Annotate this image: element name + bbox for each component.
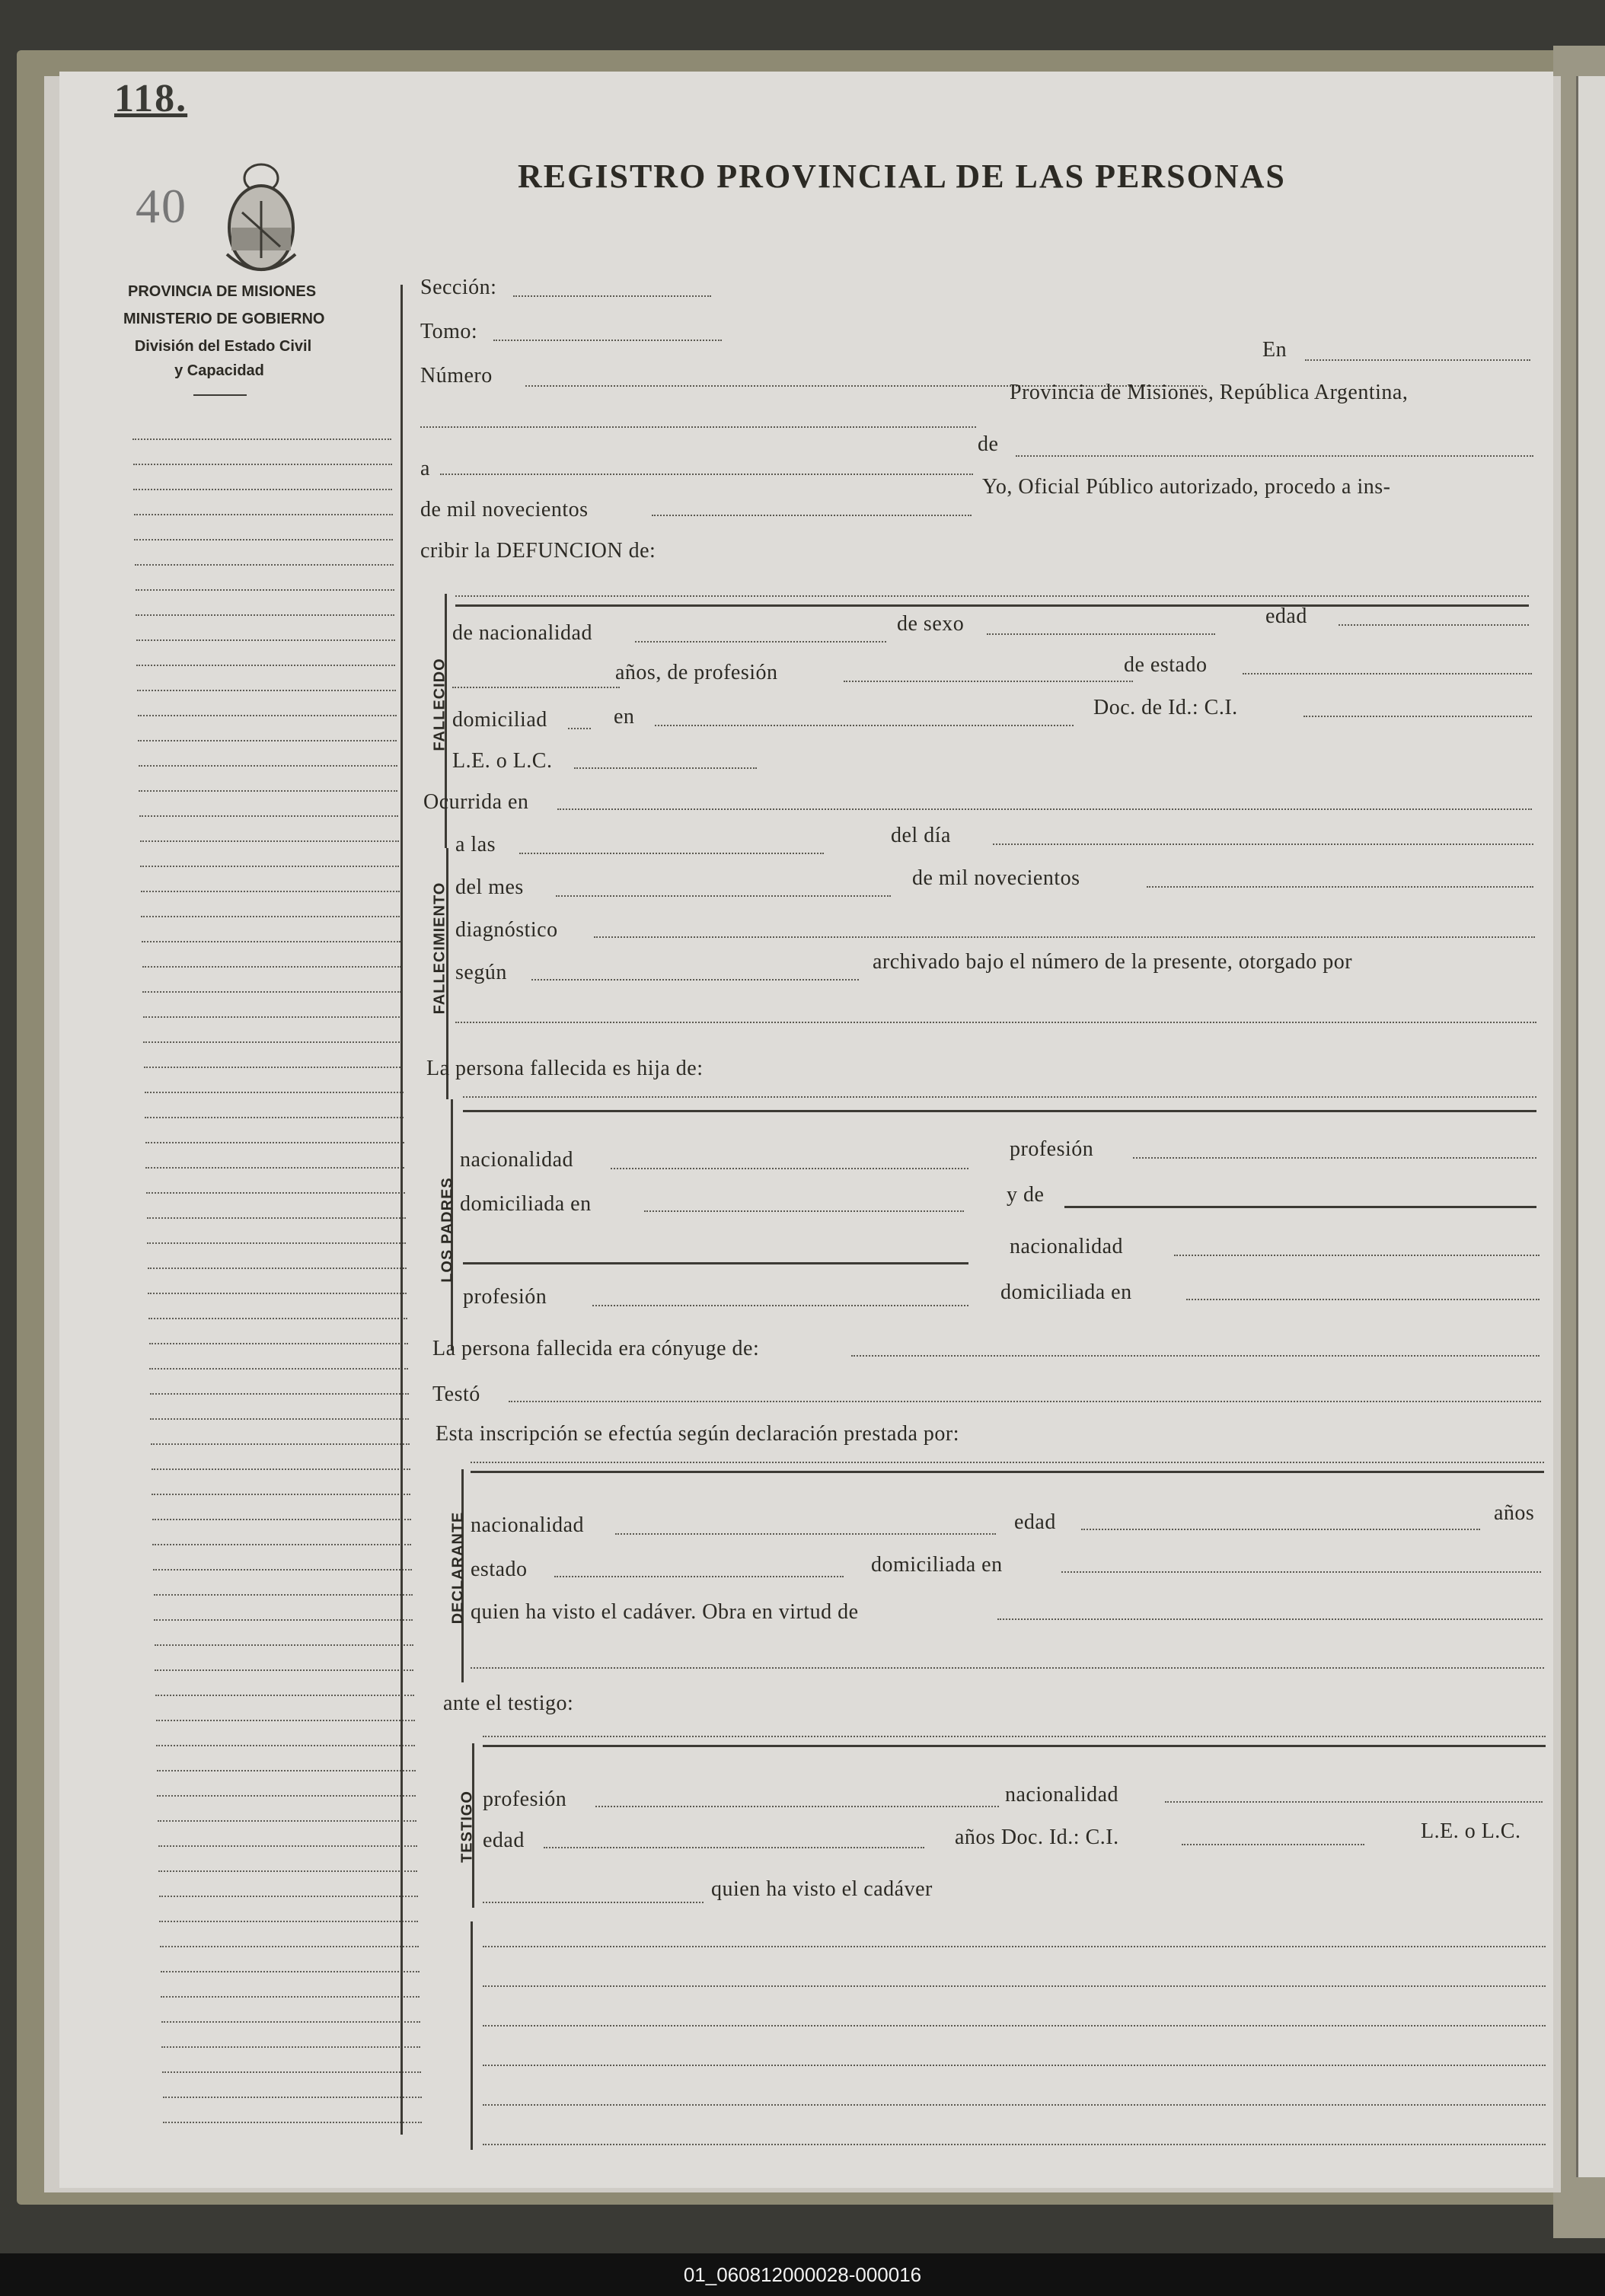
label-en: En <box>1262 338 1288 362</box>
label-t-le-lc: L.E. o L.C. <box>1421 1819 1521 1843</box>
field-seccion[interactable] <box>513 295 711 297</box>
label-yo-oficial: Yo, Oficial Público autorizado, procedo a ins- <box>982 475 1391 499</box>
field-f-domicilio[interactable] <box>655 725 1074 726</box>
label-los-padres: LOS PADRES <box>439 1177 456 1283</box>
free-text-line[interactable] <box>483 2104 1546 2106</box>
margin-note-line[interactable] <box>145 1142 404 1143</box>
field-nombre-fallecido[interactable] <box>455 595 1529 597</box>
field-t-nacionalidad[interactable] <box>1165 1801 1543 1803</box>
margin-note-line[interactable] <box>160 1946 419 1947</box>
field-a[interactable] <box>440 474 973 475</box>
margin-note-line[interactable] <box>159 1921 418 1922</box>
testigo-top-rule <box>483 1745 1546 1747</box>
margin-note-line[interactable] <box>139 790 397 792</box>
margin-note-line[interactable] <box>148 1293 407 1294</box>
label-cribir: cribir la DEFUNCION de: <box>420 539 656 563</box>
field-fm-anio[interactable] <box>1147 886 1533 888</box>
margin-note-line[interactable] <box>142 991 401 993</box>
label-conyuge: La persona fallecida era cónyuge de: <box>432 1337 760 1360</box>
field-p-domicilio-cont[interactable] <box>463 1262 968 1264</box>
page-title: REGISTRO PROVINCIAL DE LAS PERSONAS <box>518 158 1286 195</box>
field-f-sexo[interactable] <box>987 633 1215 635</box>
field-a-las[interactable] <box>519 853 824 854</box>
padres-top-rule <box>463 1110 1536 1112</box>
folio-number: 40 <box>136 179 187 233</box>
field-d-estado[interactable] <box>554 1576 844 1577</box>
field-f-nacionalidad[interactable] <box>635 641 886 643</box>
field-t-edad[interactable] <box>544 1847 924 1848</box>
label-m-profesion: profesión <box>463 1285 547 1309</box>
label-t-edad: edad <box>483 1829 525 1852</box>
bottom-bracket <box>471 1921 473 2150</box>
margin-note-line[interactable] <box>154 1619 413 1621</box>
label-del-dia: del día <box>891 824 951 847</box>
margin-note-line[interactable] <box>136 614 394 616</box>
header-capacidad: y Capacidad <box>174 362 264 379</box>
label-a: a <box>420 457 430 480</box>
margin-note-line[interactable] <box>150 1393 409 1395</box>
field-padre-nombre[interactable] <box>463 1096 1536 1098</box>
field-p-domicilio[interactable] <box>644 1210 964 1212</box>
label-de-mil-novecientos: de mil novecientos <box>420 498 589 521</box>
margin-note-line[interactable] <box>141 891 400 892</box>
margin-note-line[interactable] <box>152 1494 410 1495</box>
free-text-line[interactable] <box>483 2065 1546 2066</box>
margin-note-line[interactable] <box>139 765 397 767</box>
margin-note-line[interactable] <box>144 1067 403 1068</box>
field-m-profesion[interactable] <box>592 1305 968 1306</box>
label-t-nacionalidad: nacionalidad <box>1005 1783 1119 1807</box>
label-d-edad: edad <box>1014 1510 1056 1534</box>
field-testo[interactable] <box>509 1401 1541 1402</box>
margin-note-line[interactable] <box>155 1644 413 1646</box>
margin-note-line[interactable] <box>151 1443 410 1445</box>
margin-note-line[interactable] <box>136 665 395 666</box>
field-otorgado-por[interactable] <box>455 1022 1536 1023</box>
label-m-domiciliada: domiciliada en <box>1000 1280 1132 1304</box>
label-f-edad: edad <box>1265 604 1307 628</box>
field-diagnostico[interactable] <box>594 936 1535 938</box>
margin-note-line[interactable] <box>145 1117 404 1118</box>
margin-note-line[interactable] <box>143 1041 402 1043</box>
margin-note-line[interactable] <box>146 1192 405 1194</box>
label-archivado: archivado bajo el número de la presente, otorgado por <box>873 950 1353 974</box>
margin-note-line[interactable] <box>153 1569 412 1571</box>
coat-of-arms-icon <box>219 155 303 277</box>
label-p-nacionalidad: nacionalidad <box>460 1148 574 1172</box>
label-d-estado: estado <box>471 1558 528 1581</box>
margin-note-line[interactable] <box>155 1695 414 1696</box>
margin-note-line[interactable] <box>161 2046 420 2048</box>
margin-note-line[interactable] <box>161 1971 420 1972</box>
free-text-line[interactable] <box>483 1985 1546 1987</box>
margin-note-line[interactable] <box>152 1544 411 1545</box>
margin-note-line[interactable] <box>143 1016 402 1018</box>
field-del-mes[interactable] <box>556 895 891 897</box>
field-f-edad[interactable] <box>1339 624 1529 626</box>
label-d-nacionalidad: nacionalidad <box>471 1513 585 1537</box>
field-p-profesion[interactable] <box>1133 1157 1536 1159</box>
label-p-domiciliada: domiciliada en <box>460 1192 592 1216</box>
label-fm-mil-novecientos: de mil novecientos <box>912 866 1080 890</box>
label-t-visto: quien ha visto el cadáver <box>711 1877 933 1901</box>
margin-note-line[interactable] <box>140 840 399 842</box>
margin-note-line[interactable] <box>145 1167 404 1169</box>
label-del-mes: del mes <box>455 875 524 899</box>
label-numero: Número <box>420 364 493 387</box>
label-diagnostico: diagnóstico <box>455 918 558 942</box>
field-f-estado[interactable] <box>1243 673 1532 674</box>
margin-note-line[interactable] <box>156 1745 415 1746</box>
header-underline <box>193 394 247 396</box>
field-madre-nombre[interactable] <box>1064 1206 1536 1208</box>
label-f-nacionalidad: de nacionalidad <box>452 621 592 645</box>
label-m-nacionalidad: nacionalidad <box>1010 1235 1124 1258</box>
field-f-profesion[interactable] <box>844 681 1133 682</box>
field-f-le-lc[interactable] <box>574 767 757 769</box>
label-hija-de: La persona fallecida es hija de: <box>426 1057 704 1080</box>
label-segun: según <box>455 961 507 984</box>
margin-rule <box>400 285 403 2135</box>
label-d-domiciliada: domiciliada en <box>871 1553 1003 1577</box>
label-f-estado: de estado <box>1124 653 1208 677</box>
header-division: División del Estado Civil <box>134 338 312 355</box>
field-tomo[interactable] <box>493 340 722 341</box>
field-t-profesion[interactable] <box>595 1806 999 1807</box>
label-testigo: TESTIGO <box>458 1791 476 1863</box>
field-segun[interactable] <box>531 979 859 981</box>
label-f-anos-profesion: años, de profesión <box>615 661 778 684</box>
label-f-domiciliad: domiciliad <box>452 708 547 732</box>
field-t-le-lc[interactable] <box>483 1902 704 1903</box>
margin-note-line[interactable] <box>135 564 394 566</box>
fallecido-top-rule <box>455 604 1529 607</box>
label-f-le-lc: L.E. o L.C. <box>452 749 553 773</box>
field-del-dia[interactable] <box>993 843 1533 845</box>
margin-note-line[interactable] <box>150 1418 409 1420</box>
margin-note-line[interactable] <box>163 2097 422 2098</box>
margin-note-line[interactable] <box>138 715 397 716</box>
margin-note-line[interactable] <box>141 916 400 917</box>
margin-note-line[interactable] <box>145 1092 404 1093</box>
label-declarante: DECLARANTE <box>449 1511 467 1625</box>
margin-note-line[interactable] <box>147 1217 406 1219</box>
label-d-visto: quien ha visto el cadáver. Obra en virtud de <box>471 1600 859 1624</box>
margin-note-line[interactable] <box>162 2071 421 2073</box>
margin-note-line[interactable] <box>163 2122 422 2123</box>
margin-note-line[interactable] <box>158 1820 416 1822</box>
field-d-nacionalidad[interactable] <box>615 1533 996 1535</box>
label-p-profesion: profesión <box>1010 1137 1094 1161</box>
margin-note-line[interactable] <box>154 1594 413 1596</box>
margin-note-line[interactable] <box>136 639 395 641</box>
field-conyuge[interactable] <box>851 1355 1540 1357</box>
margin-note-line[interactable] <box>147 1242 406 1244</box>
margin-note-line[interactable] <box>148 1318 407 1319</box>
margin-note-line[interactable] <box>137 690 396 691</box>
field-d-edad[interactable] <box>1081 1529 1480 1530</box>
margin-note-line[interactable] <box>152 1519 411 1520</box>
margin-note-line[interactable] <box>134 539 393 541</box>
field-en[interactable] <box>1305 359 1530 361</box>
field-f-edad-cont[interactable] <box>452 687 620 688</box>
field-d-obra[interactable] <box>997 1618 1543 1620</box>
field-declarante-nombre[interactable] <box>471 1462 1544 1463</box>
margin-note-line[interactable] <box>133 489 392 490</box>
label-f-en: en <box>614 705 635 729</box>
label-f-sexo: de sexo <box>897 612 965 636</box>
declarante-top-rule <box>471 1471 1544 1473</box>
label-ocurrida-en: Ocurrida en <box>423 790 529 814</box>
label-declaracion: Esta inscripción se efectúa según declaración prestada por: <box>436 1422 959 1446</box>
field-ocurrida-en[interactable] <box>557 808 1532 810</box>
label-f-doc-id: Doc. de Id.: C.I. <box>1093 696 1238 719</box>
margin-note-line[interactable] <box>155 1669 413 1671</box>
scan-footer-id: 01_060812000028-000016 <box>0 2253 1605 2296</box>
header-provincia: PROVINCIA DE MISIONES <box>128 283 317 300</box>
label-d-anos: años <box>1494 1501 1535 1525</box>
margin-note-line[interactable] <box>142 941 400 942</box>
label-seccion: Sección: <box>420 276 497 299</box>
margin-note-line[interactable] <box>132 438 391 440</box>
margin-note-line[interactable] <box>158 1845 417 1847</box>
margin-note-line[interactable] <box>142 966 401 968</box>
label-tomo: Tomo: <box>420 320 478 343</box>
header-ministerio: MINISTERIO DE GOBIERNO <box>123 311 325 327</box>
label-testo: Testó <box>432 1382 480 1406</box>
label-de: de <box>978 432 999 456</box>
label-t-profesion: profesión <box>483 1787 567 1811</box>
field-m-nacionalidad[interactable] <box>1174 1255 1540 1256</box>
margin-note-line[interactable] <box>136 589 394 591</box>
margin-note-line[interactable] <box>158 1870 417 1872</box>
field-m-domicilio[interactable] <box>1186 1299 1540 1300</box>
label-a-las: a las <box>455 833 496 856</box>
margin-note-line[interactable] <box>157 1770 416 1771</box>
margin-note-line[interactable] <box>159 1896 418 1897</box>
field-de[interactable] <box>1016 455 1533 457</box>
label-y-de: y de <box>1007 1183 1045 1207</box>
label-fallecido: FALLECIDO <box>431 658 448 751</box>
field-d-obra-cont[interactable] <box>471 1667 1544 1669</box>
margin-note-line[interactable] <box>152 1468 410 1470</box>
field-p-nacionalidad[interactable] <box>611 1168 968 1169</box>
margin-note-line[interactable] <box>149 1343 408 1344</box>
free-text-line[interactable] <box>483 2144 1546 2145</box>
facing-page-edge <box>1576 76 1605 2177</box>
field-anio[interactable] <box>652 515 972 516</box>
folio-top: 118. <box>114 77 188 120</box>
label-ante-testigo: ante el testigo: <box>443 1692 574 1715</box>
label-fallecimiento: FALLECIMIENTO <box>431 882 448 1015</box>
margin-note-line[interactable] <box>140 866 399 867</box>
register-page <box>59 72 1553 2188</box>
free-text-line[interactable] <box>483 1946 1546 1947</box>
margin-note-line[interactable] <box>156 1720 415 1721</box>
field-lugar[interactable] <box>420 426 976 428</box>
free-text-line[interactable] <box>483 2025 1546 2027</box>
margin-note-line[interactable] <box>138 740 397 741</box>
margin-note-line[interactable] <box>161 2021 420 2023</box>
margin-note-line[interactable] <box>139 815 398 817</box>
margin-note-line[interactable] <box>161 1996 420 1998</box>
margin-note-line[interactable] <box>157 1795 416 1797</box>
field-testigo-nombre[interactable] <box>483 1736 1546 1737</box>
label-provincia: Provincia de Misiones, República Argentina, <box>1010 381 1409 404</box>
label-t-anos-doc: años Doc. Id.: C.I. <box>955 1826 1119 1849</box>
field-d-domicilio[interactable] <box>1061 1571 1541 1573</box>
field-t-ci[interactable] <box>1182 1844 1364 1845</box>
margin-note-line[interactable] <box>134 514 393 515</box>
field-f-domiciliad-suffix[interactable] <box>568 728 591 729</box>
margin-note-line[interactable] <box>149 1368 408 1370</box>
field-f-ci[interactable] <box>1303 716 1532 717</box>
margin-note-line[interactable] <box>133 464 392 465</box>
margin-note-line[interactable] <box>148 1268 407 1269</box>
